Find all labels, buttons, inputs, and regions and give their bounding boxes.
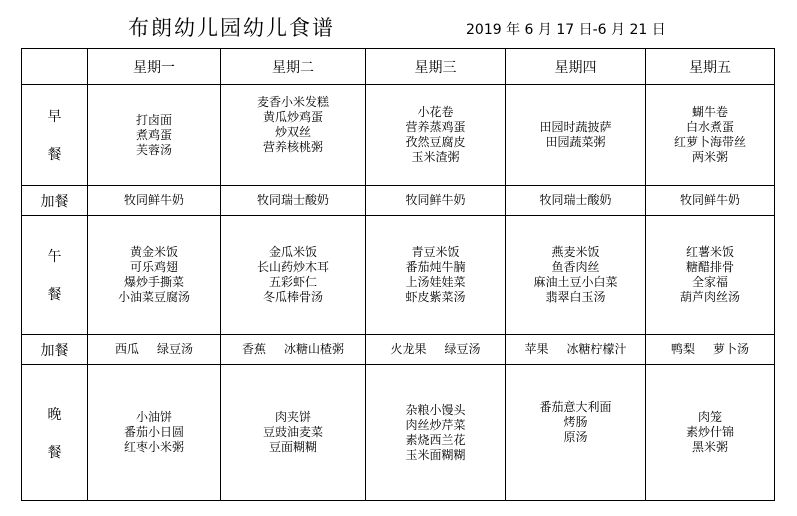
header-corner [22,49,88,85]
snack-row-afternoon [22,335,775,365]
day-header: 星期二 [221,49,366,85]
menu-item: 肉夹饼 [274,410,311,424]
header-row [22,49,775,85]
meal-label-lunch [22,216,88,335]
snack-cell: 牧同鲜牛奶 [88,186,221,216]
menu-item: 香蕉 [241,342,266,356]
breakfast-cell [646,85,775,186]
menu-item: 煮鸡蛋 [135,127,172,142]
dinner-cell [646,365,775,501]
lunch-row [22,216,775,335]
menu-item: 番茄炖牛腩 [405,260,466,274]
menu-item: 红枣小米粥 [123,440,184,454]
menu-item: 冬瓜棒骨汤 [262,290,323,304]
breakfast-cell [366,85,506,186]
menu-item: 绿豆汤 [444,342,481,356]
day-header: 星期五 [646,49,775,85]
dinner-row [22,365,775,501]
dinner-cell [506,365,646,501]
menu-item: 黄瓜炒鸡蛋 [262,110,323,124]
menu-item: 黑米粥 [691,440,728,454]
lunch-cell [221,216,366,335]
menu-item: 苹果 [524,342,549,356]
menu-item: 长山药炒木耳 [256,260,329,274]
menu-item: 玉米渣粥 [411,150,460,164]
snack-cell [88,335,221,365]
menu-item: 火龙果 [390,342,427,356]
menu-item: 白水煮蛋 [685,120,734,134]
snack-cell [221,335,366,365]
day-header: 星期四 [506,49,646,85]
meal-label-dinner [22,365,88,501]
lunch-cell [88,216,221,335]
menu-item: 黄金米饭 [129,245,178,259]
snack-cell: 牧同鲜牛奶 [646,186,775,216]
menu-item: 素炒什锦 [685,425,734,439]
menu-item: 青豆米饭 [411,245,460,259]
menu-item: 可乐鸡翅 [129,260,178,274]
menu-item: 燕麦米饭 [551,245,600,259]
meal-label-char: 餐 [47,147,62,163]
meal-label-char: 晚 [47,406,62,423]
menu-item: 打卤面 [135,112,172,127]
menu-item: 番茄小日圆 [123,425,184,439]
menu-item: 爆炒手撕菜 [123,275,184,289]
menu-item: 小花卷 [417,105,454,119]
menu-item: 冰糖柠檬汁 [566,342,627,356]
menu-item: 虾皮紫菜汤 [405,290,466,304]
breakfast-row [22,85,775,186]
snack-cell: 牧同瑞士酸奶 [506,186,646,216]
page-title: 布朗幼儿园幼儿食谱 [128,16,335,40]
meal-label-breakfast [22,85,88,186]
menu-item: 田园蔬菜粥 [545,135,606,149]
menu-item: 绿豆汤 [157,342,194,356]
menu-item: 金瓜米饭 [268,245,317,259]
menu-item: 两米粥 [691,150,728,164]
menu-item: 冰糖山楂粥 [284,342,345,356]
lunch-cell [506,216,646,335]
menu-item: 麻油土豆小白菜 [533,275,618,289]
snack-cell [646,335,775,365]
menu-item: 西瓜 [114,342,139,356]
snack-cell: 牧同瑞士酸奶 [221,186,366,216]
dinner-cell [221,365,366,501]
menu-item: 红萝卜海带丝 [673,135,746,149]
menu-item: 肉笼 [697,410,722,424]
dinner-cell [88,365,221,501]
meal-label-char: 餐 [47,287,62,303]
menu-item: 营养蒸鸡蛋 [405,120,466,134]
menu-item: 红薯米饭 [685,245,734,259]
lunch-cell [366,216,506,335]
breakfast-cell [506,85,646,186]
menu-item: 上汤娃娃菜 [405,275,466,289]
menu-item: 田园时蔬披萨 [539,120,612,134]
menu-item: 萝卜汤 [713,342,750,356]
lunch-cell [646,216,775,335]
menu-item: 番茄意大利面 [539,400,612,414]
menu-table [21,48,775,501]
dinner-cell [366,365,506,501]
meal-label-char: 餐 [47,444,62,461]
menu-item: 孜然豆腐皮 [405,135,466,149]
menu-item: 豆豉油麦菜 [262,425,323,439]
menu-item: 全家福 [691,275,728,289]
menu-item: 营养核桃粥 [262,140,323,154]
menu-item: 麦香小米发糕 [256,95,329,109]
snack-cell: 牧同鲜牛奶 [366,186,506,216]
date-range: 2019 年 6 月 17 日-6 月 21 日 [466,22,666,38]
menu-item: 豆面糊糊 [268,440,317,454]
menu-item: 小油菜豆腐汤 [117,290,190,304]
meal-label-char: 午 [47,249,62,265]
menu-item: 原汤 [563,430,588,444]
menu-item: 鸭梨 [670,342,695,356]
menu-item: 葫芦肉丝汤 [679,290,740,304]
breakfast-cell [221,85,366,186]
breakfast-cell [88,85,221,186]
day-header: 星期三 [366,49,506,85]
menu-item: 糖醋排骨 [685,260,734,274]
menu-item: 小油饼 [135,410,172,424]
menu-item: 玉米面糊糊 [405,447,466,462]
menu-item: 五彩虾仁 [268,275,317,289]
menu-item: 芙蓉汤 [135,142,172,157]
menu-item: 蝴牛卷 [691,105,728,119]
menu-item: 翡翠白玉汤 [545,290,606,304]
meal-label-snack: 加餐 [22,335,88,365]
menu-item: 肉丝炒芹菜 [405,417,466,432]
meal-label-char: 早 [47,109,62,125]
day-header: 星期一 [88,49,221,85]
snack-row-morning [22,186,775,216]
snack-cell [366,335,506,365]
menu-item: 素烧西兰花 [405,432,466,447]
menu-item: 烤肠 [563,415,588,429]
menu-item: 鱼香肉丝 [551,260,600,274]
menu-item: 炒双丝 [274,125,311,139]
meal-label-snack: 加餐 [22,186,88,216]
snack-cell [506,335,646,365]
menu-item: 杂粮小馒头 [405,402,466,417]
